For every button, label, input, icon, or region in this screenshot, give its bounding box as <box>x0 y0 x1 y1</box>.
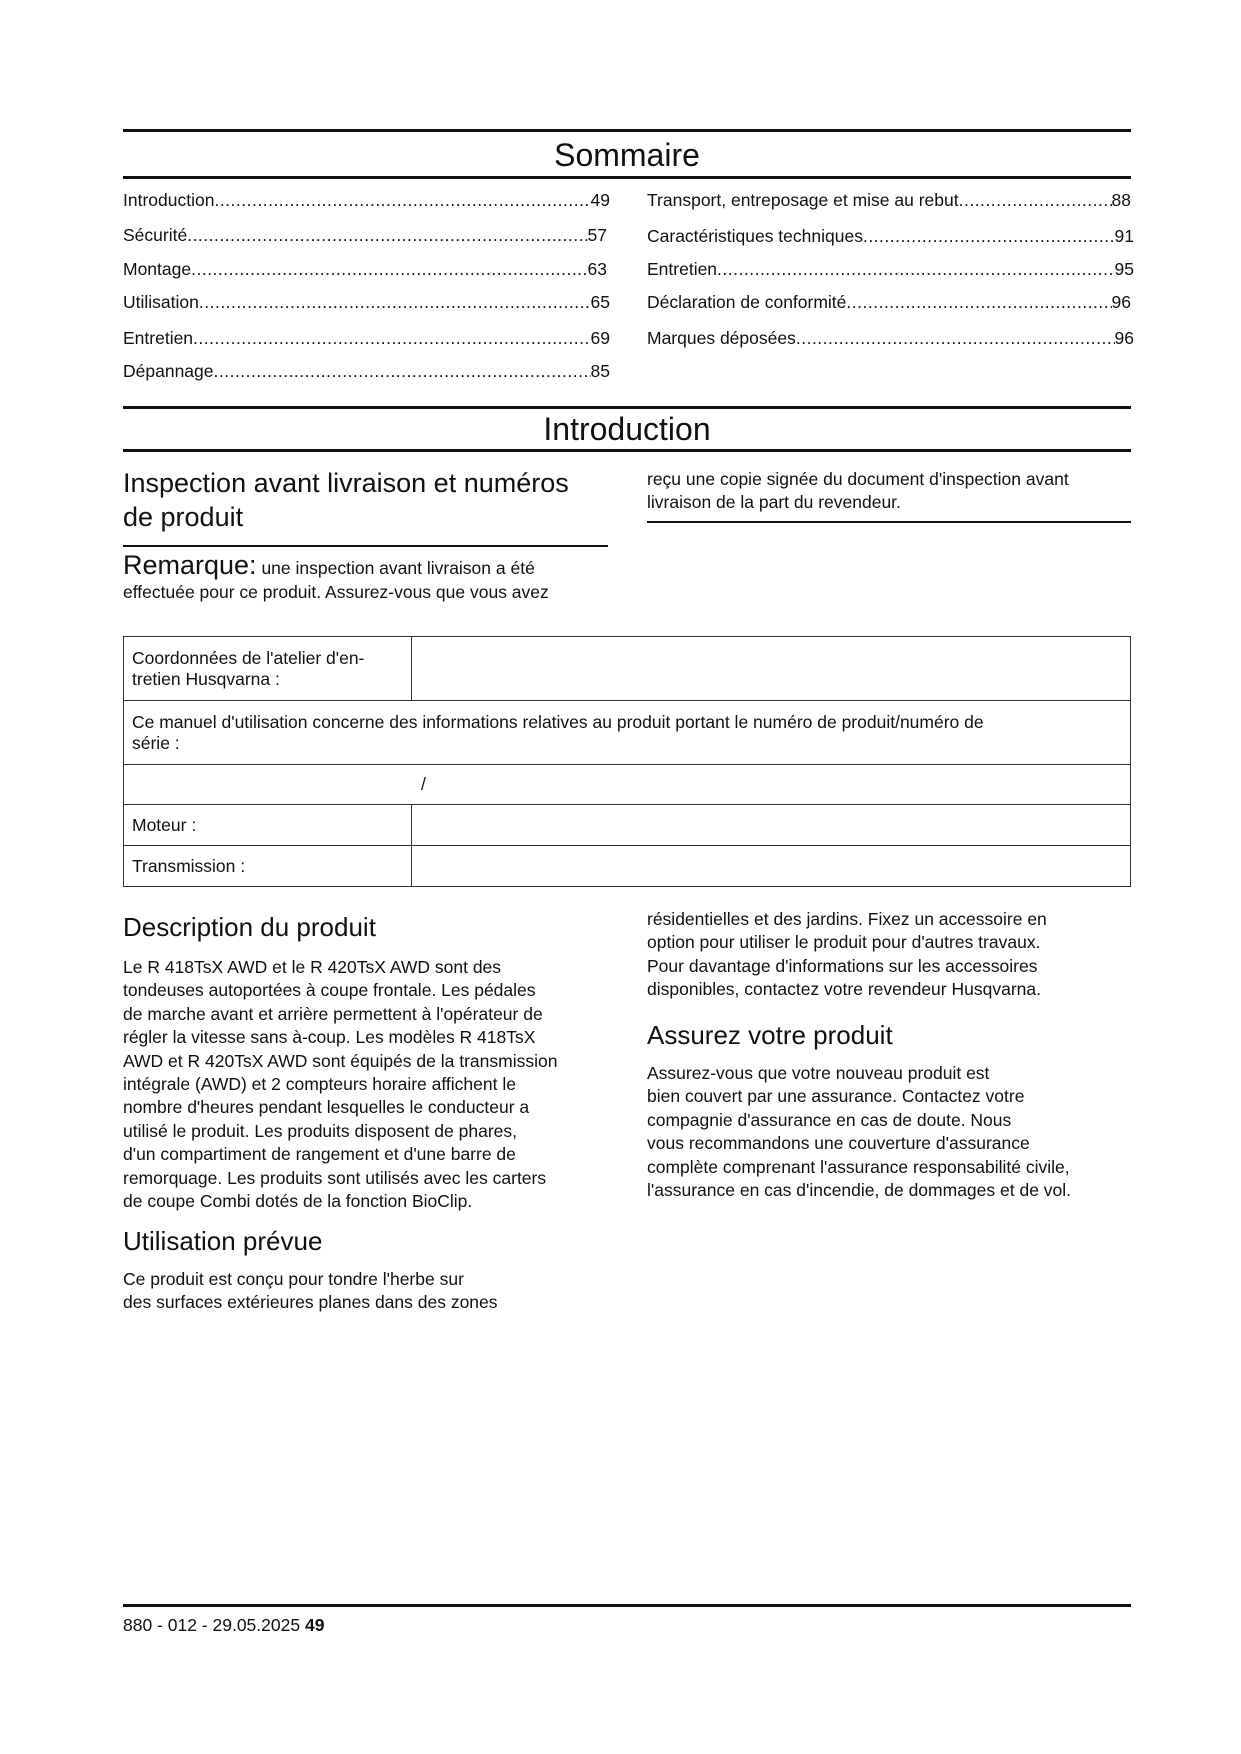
usage-paragraph <box>123 1268 623 1315</box>
inspection-heading-rule <box>123 545 608 547</box>
table-row-manual <box>124 701 1131 765</box>
toc-page: 63 <box>587 259 607 279</box>
toc-page: 69 <box>590 328 610 348</box>
description-paragraph <box>123 956 623 1213</box>
insurance-line: compagnie d'assurance en cas de doute. Nous <box>647 1109 1012 1130</box>
toc-entry-entretien-2[interactable] <box>647 259 1134 279</box>
toc-entry-montage[interactable] <box>123 259 607 279</box>
remarque-cont-line1: reçu une copie signée du document d'inspection avant <box>647 469 1069 489</box>
description-line: Le R 418TsX AWD et le R 420TsX AWD sont des <box>123 957 502 977</box>
toc-label: Entretien <box>647 259 718 279</box>
toc-page: 96 <box>1114 328 1134 348</box>
description-line: nombre d'heures pendant lesquelles le conducteur a <box>123 1097 530 1118</box>
usage-cont-line: résidentielles et des jardins. Fixez un accessoire en <box>647 909 1047 929</box>
footer <box>123 1614 324 1636</box>
table-row-engine <box>124 805 1131 846</box>
toc-entry-utilisation[interactable] <box>123 292 610 312</box>
insurance-heading: Assurez votre produit <box>647 1020 893 1050</box>
insurance-paragraph <box>647 1062 1131 1202</box>
toc-label: Utilisation <box>123 292 199 312</box>
description-line: AWD et R 420TsX AWD sont équipés de la transmission <box>123 1050 558 1071</box>
toc-entry-declaration[interactable] <box>647 292 1131 312</box>
toc-page: 95 <box>1114 259 1134 279</box>
description-line: de coupe Combi dotés de la fonction BioClip. <box>123 1191 473 1212</box>
insurance-line: vous recommandons une couverture d'assurance <box>647 1133 1030 1154</box>
toc-entry-caracteristiques[interactable] <box>647 226 1134 246</box>
insurance-line: l'assurance en cas d'incendie, de dommages et de vol. <box>647 1180 1072 1201</box>
table-row-workshop <box>124 637 1131 701</box>
description-line: d'un compartiment de rangement et d'une barre de <box>123 1144 516 1165</box>
remarque-cont-line2: livraison de la part du revendeur. <box>647 492 901 513</box>
usage-cont-line: Pour davantage d'informations sur les accessoires <box>647 955 1038 976</box>
toc-label: Introduction <box>123 190 215 210</box>
sommaire-bottom-rule <box>123 176 1131 179</box>
description-line: de marche avant et arrière permettent à l'opérateur de <box>123 1003 543 1024</box>
sommaire-top-rule <box>123 129 1131 132</box>
table-row-serial <box>124 765 1131 805</box>
transmission-label-cell: Transmission : <box>124 846 412 887</box>
toc-label: Sécurité <box>123 225 188 245</box>
toc-entry-transport[interactable] <box>647 190 1131 210</box>
usage-line: des surfaces extérieures planes dans des zones <box>123 1292 498 1313</box>
remarque-continuation <box>647 468 1131 515</box>
engine-label-cell: Moteur : <box>124 805 412 846</box>
toc-page: 57 <box>587 225 607 245</box>
toc-page: 49 <box>590 190 610 210</box>
table-row-transmission <box>124 846 1131 887</box>
product-info-table <box>123 636 1131 887</box>
toc-label: Transport, entreposage et mise au rebut <box>647 190 959 210</box>
toc-page: 65 <box>590 292 610 312</box>
footer-rule <box>123 1604 1131 1607</box>
toc-page: 91 <box>1114 226 1134 246</box>
usage-cont-line: disponibles, contactez votre revendeur Husqvarna. <box>647 979 1041 1000</box>
toc-page: 85 <box>590 361 610 381</box>
footer-doc-ref: 880 - 012 - 29.05.2025 <box>123 1615 301 1635</box>
toc-label: Déclaration de conformité <box>647 292 847 312</box>
workshop-label-cell <box>124 637 412 701</box>
sommaire-title: Sommaire <box>554 137 700 173</box>
description-line: intégrale (AWD) et 2 compteurs horaire affichent le <box>123 1074 516 1095</box>
usage-line: Ce produit est conçu pour tondre l'herbe sur <box>123 1269 464 1289</box>
insurance-line: Assurez-vous que votre nouveau produit est <box>647 1063 990 1083</box>
usage-heading: Utilisation prévue <box>123 1226 323 1256</box>
usage-cont-line: option pour utiliser le produit pour d'autres travaux. <box>647 932 1041 953</box>
remarque-text-line2: effectuée pour ce produit. Assurez-vous que vous avez <box>123 582 549 602</box>
workshop-label-line2: tretien Husqvarna : <box>132 668 280 689</box>
toc-entry-depannage[interactable] <box>123 361 610 381</box>
inspection-heading-line2: de produit <box>123 502 244 532</box>
introduction-top-rule <box>123 406 1131 409</box>
remarque-note <box>123 550 623 604</box>
description-heading: Description du produit <box>123 912 376 942</box>
inspection-heading <box>123 466 623 534</box>
engine-value-cell[interactable] <box>412 805 1131 846</box>
toc-entry-securite[interactable] <box>123 225 607 245</box>
description-line: remorquage. Les produits sont utilisés avec les carters <box>123 1167 547 1188</box>
toc-page: 88 <box>1111 190 1131 210</box>
serial-number-cell[interactable] <box>124 765 1131 805</box>
usage-continuation <box>647 908 1131 1002</box>
footer-page-number: 49 <box>304 1615 325 1635</box>
toc-label: Dépannage <box>123 361 214 381</box>
introduction-title: Introduction <box>543 411 711 447</box>
workshop-label-line1: Coordonnées de l'atelier d'en- <box>132 647 365 668</box>
manual-info-cell <box>124 701 1131 765</box>
remarque-label: Remarque: <box>123 550 257 580</box>
toc-page: 96 <box>1111 292 1131 312</box>
transmission-value-cell[interactable] <box>412 846 1131 887</box>
description-line: régler la vitesse sans à-coup. Les modèles R 418TsX <box>123 1027 536 1048</box>
inspection-heading-line1: Inspection avant livraison et numéros <box>123 468 569 498</box>
toc-label: Caractéristiques techniques <box>647 226 863 246</box>
serial-separator: / <box>421 774 426 794</box>
toc-label: Marques déposées <box>647 328 796 348</box>
toc-label: Entretien <box>123 328 194 348</box>
insurance-line: complète comprenant l'assurance responsabilité civile, <box>647 1156 1070 1177</box>
toc-entry-introduction[interactable] <box>123 190 610 210</box>
introduction-bottom-rule <box>123 449 1131 452</box>
toc-entry-marques[interactable] <box>647 328 1134 348</box>
manual-info-line1: Ce manuel d'utilisation concerne des informations relatives au produit portant le numéro de produit/numéro de <box>132 711 984 732</box>
workshop-value-cell[interactable] <box>412 637 1131 701</box>
toc-label: Montage <box>123 259 192 279</box>
toc-entry-entretien[interactable] <box>123 328 610 348</box>
description-line: tondeuses autoportées à coupe frontale. Les pédales <box>123 980 536 1001</box>
insurance-line: bien couvert par une assurance. Contactez votre <box>647 1086 1025 1107</box>
manual-info-line2: série : <box>132 732 180 753</box>
description-line: utilisé le produit. Les produits disposent de phares, <box>123 1120 517 1141</box>
remarque-end-rule <box>647 521 1131 523</box>
remarque-text-line1: une inspection avant livraison a été <box>256 558 535 578</box>
